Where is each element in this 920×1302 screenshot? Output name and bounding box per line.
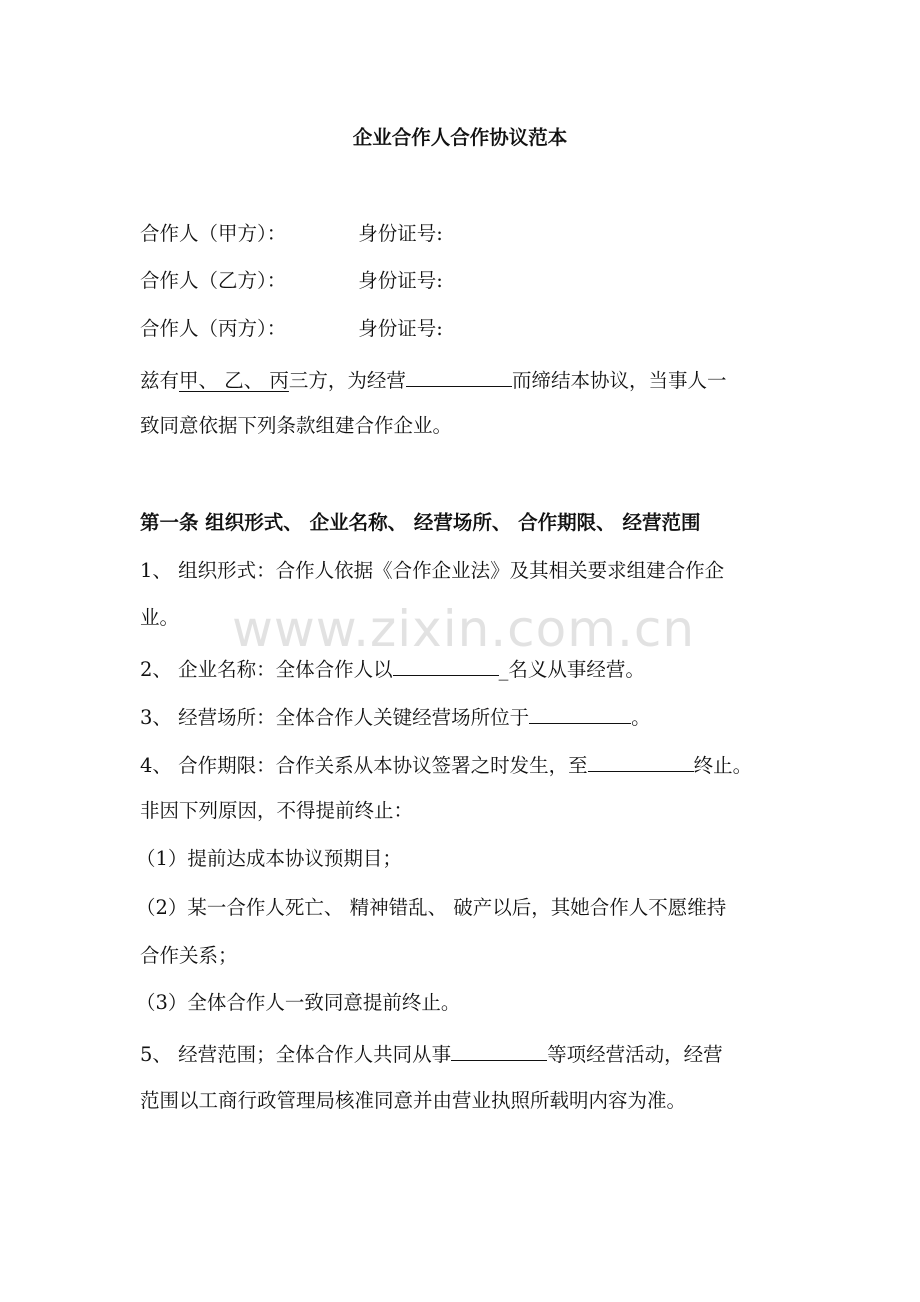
document-title: 企业合作人合作协议范本 — [352, 126, 568, 149]
intro-text-end: 而缔结本协议，当事人一 — [511, 369, 727, 392]
party-b-label: 合作人（乙方）： — [140, 269, 287, 292]
item-5-text-end: 等项经营活动，经营 — [547, 1043, 723, 1066]
item-1-line-1: 1、 组织形式：合作人依据《合作企业法》及其相关要求组建合作企 — [140, 559, 725, 582]
party-c-line — [140, 315, 443, 343]
item-4-text-end: 终止。 — [693, 754, 753, 777]
reason-3: （3）全体合作人一致同意提前终止。 — [136, 991, 461, 1014]
item-5-line-2: 范围以工商行政管理局核准同意并由营业执照所载明内容为准。 — [140, 1089, 687, 1112]
item-3-text-end: 。 — [631, 706, 651, 729]
party-b-id-label: 身份证号: — [358, 269, 443, 292]
party-a-id-label: 身份证号: — [358, 222, 443, 245]
intro-line-2: 致同意依据下列条款组建合作企业。 — [140, 414, 453, 437]
item-2-text-end: _名义从事经营。 — [498, 658, 645, 681]
item-1-line-2: 业。 — [140, 606, 180, 629]
watermark: www.zixin.com.cn — [232, 600, 696, 658]
item-3-line — [140, 701, 651, 732]
intro-line-1 — [140, 364, 726, 395]
intro-parties-underlined: 甲、 乙、 丙 — [179, 369, 289, 392]
item-4-line-1 — [140, 749, 752, 780]
intro-text-middle: 三方，为经营 — [288, 369, 406, 392]
party-b-line — [140, 267, 443, 295]
item-4-text: 4、 合作期限：合作关系从本协议签署之时发生，至 — [140, 754, 588, 777]
term-end-blank — [588, 749, 694, 772]
intro-text-start: 兹有 — [140, 369, 180, 392]
business-blank — [406, 364, 512, 387]
item-2-text: 2、 企业名称：全体合作人以 — [140, 658, 393, 681]
reason-2-line-1: （2）某一合作人死亡、 精神错乱、 破产以后，其她合作人不愿维持 — [136, 896, 727, 919]
scope-blank — [451, 1038, 547, 1061]
item-5-line-1 — [140, 1038, 723, 1069]
reason-1: （1）提前达成本协议预期目； — [136, 847, 402, 870]
item-4-line-2: 非因下列原因，不得提前终止： — [140, 799, 414, 822]
item-5-text: 5、 经营范围；全体合作人共同从事 — [140, 1043, 452, 1066]
location-blank — [529, 701, 631, 724]
party-c-label: 合作人（丙方）： — [140, 317, 287, 340]
article-1-heading: 第一条 组织形式、 企业名称、 经营场所、 合作期限、 经营范围 — [140, 511, 701, 534]
party-a-line — [140, 220, 443, 248]
reason-2-line-2: 合作关系； — [140, 944, 238, 967]
party-c-id-label: 身份证号: — [358, 317, 443, 340]
item-3-text: 3、 经营场所：全体合作人关键经营场所位于 — [140, 706, 530, 729]
party-a-label: 合作人（甲方）： — [140, 222, 287, 245]
